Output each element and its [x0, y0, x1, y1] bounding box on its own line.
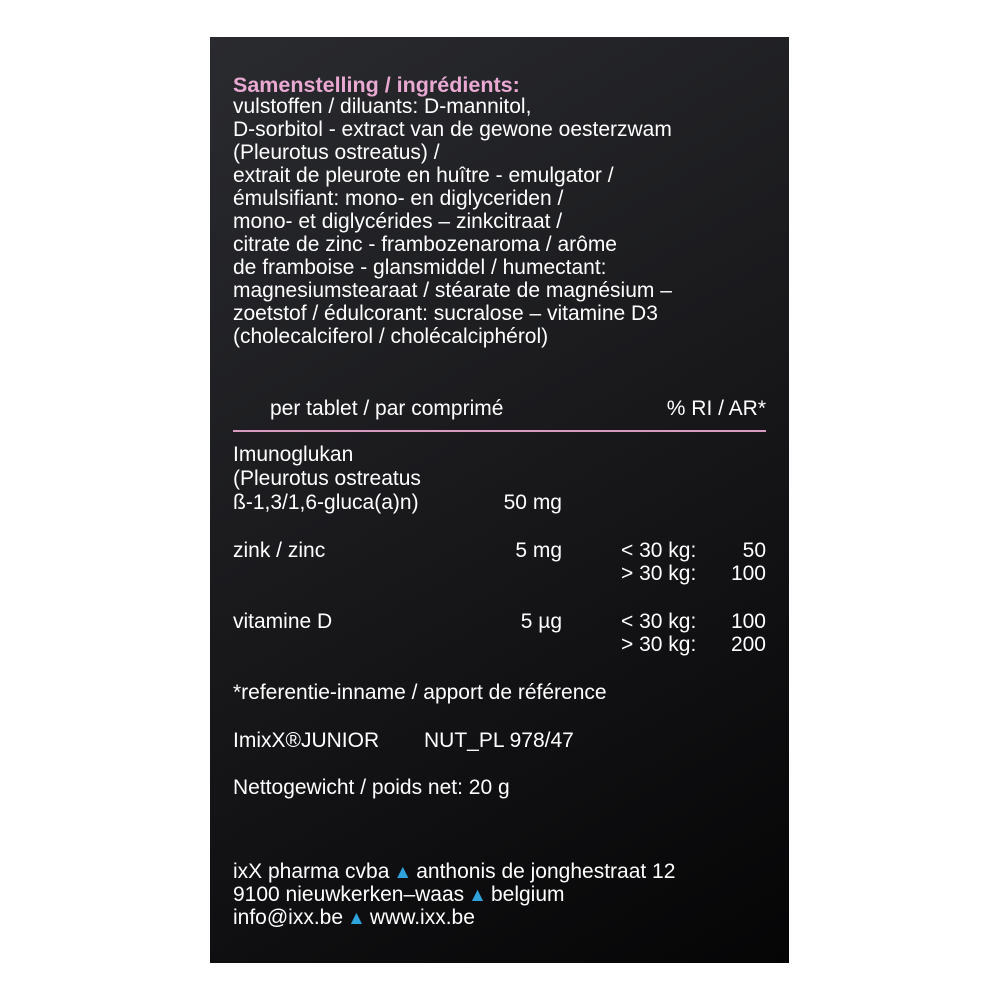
website-url: www.ixx.be — [369, 906, 475, 929]
ingredient-line: magnesiumstearaat / stéarate de magnésium – — [233, 279, 672, 302]
ingredient-line: (Pleurotus ostreatus) / — [233, 141, 440, 164]
ingredients-heading: Samenstelling / ingrédients: — [233, 73, 520, 97]
label-panel — [210, 37, 789, 963]
zinc-ri2-label: > 30 kg: — [621, 562, 697, 585]
product-name: ImixX®JUNIOR — [233, 729, 380, 752]
triangle-bullet-icon: ▲ — [468, 885, 487, 906]
triangle-bullet-icon: ▲ — [347, 908, 366, 929]
table-header-per-tablet: per tablet / par comprimé — [270, 397, 504, 420]
vitd-ri1-label: < 30 kg: — [621, 610, 697, 633]
ingredient-line: vulstoffen / diluants: D-mannitol, — [233, 95, 532, 118]
vitd-amount: 5 µg — [520, 610, 562, 633]
zinc-name: zink / zinc — [233, 539, 326, 562]
address-line-1 — [233, 860, 675, 884]
vitd-name: vitamine D — [233, 610, 333, 633]
ingredient-line: émulsifiant: mono- en diglyceriden / — [233, 187, 564, 210]
vitd-ri2-value: 200 — [730, 633, 766, 656]
net-weight: Nettogewicht / poids net: 20 g — [233, 776, 510, 799]
ingredients-list — [233, 95, 773, 348]
imuno-name-line1: Imunoglukan — [233, 443, 354, 466]
country: belgium — [490, 883, 565, 906]
triangle-bullet-icon: ▲ — [393, 862, 413, 883]
imuno-name-line2: (Pleurotus ostreatus — [233, 467, 421, 490]
company-name: ixX pharma cvba — [233, 860, 390, 883]
ingredient-line: de framboise - glansmiddel / humectant: — [233, 256, 607, 279]
zinc-ri2-value: 100 — [730, 562, 766, 585]
ingredient-line: extrait de pleurote en huître - emulgator / — [233, 164, 614, 187]
ingredient-line: zoetstof / édulcorant: sucralose – vitamine D3 — [233, 302, 658, 325]
email-address: info@ixx.be — [233, 906, 344, 929]
zinc-amount: 5 mg — [515, 539, 562, 562]
address-line-2 — [233, 883, 565, 907]
ingredient-line: citrate de zinc - frambozenaroma / arôme — [233, 233, 617, 256]
imuno-amount: 50 mg — [503, 491, 562, 514]
table-divider — [233, 430, 766, 432]
zinc-ri1-value: 50 — [742, 539, 766, 562]
table-header-ri: % RI / AR* — [666, 397, 766, 420]
address-line-3 — [233, 906, 475, 930]
ingredient-line: mono- et diglycérides – zinkcitraat / — [233, 210, 563, 233]
vitd-ri1-value: 100 — [730, 610, 766, 633]
street-address: anthonis de jonghestraat 12 — [416, 860, 676, 883]
ingredient-line: (cholecalciferol / cholécalciphérol) — [233, 325, 549, 348]
ingredient-line: D-sorbitol - extract van de gewone oesterzwam — [233, 118, 672, 141]
footnote: *referentie-inname / apport de référence — [233, 681, 607, 704]
product-code: NUT_PL 978/47 — [424, 729, 574, 752]
imuno-name-line3: ß-1,3/1,6-gluca(a)n) — [233, 491, 419, 514]
postal-city: 9100 nieuwkerken–waas — [233, 883, 465, 906]
vitd-ri2-label: > 30 kg: — [621, 633, 697, 656]
zinc-ri1-label: < 30 kg: — [621, 539, 697, 562]
